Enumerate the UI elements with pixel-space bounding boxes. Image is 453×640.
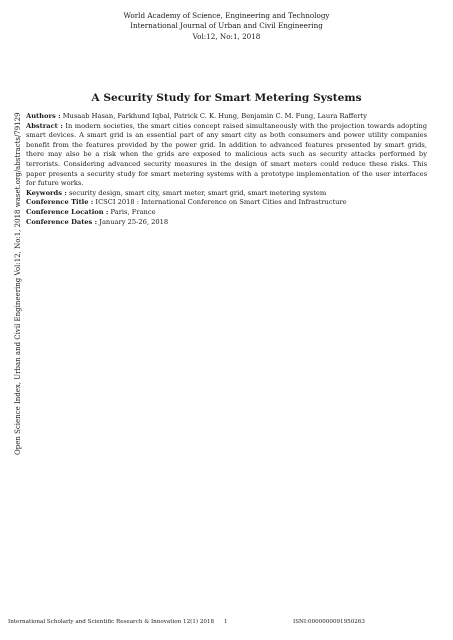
conference-title-line [26, 198, 427, 208]
authors-value: Musaab Hasan, Farkhund Iqbal, Patrick C. K. Hung, Benjamin C. M. Fung, Laura Rafferty [62, 112, 368, 120]
journal-header [0, 11, 453, 42]
conference-location-value: Paris, France [110, 207, 156, 216]
paper-title: A Security Study for Smart Metering Systems [91, 92, 362, 104]
footer-isni: ISNI:0000000091950263 [293, 619, 365, 625]
keywords-value: security design, smart city, smart meter, smart grid, smart metering system [68, 188, 327, 197]
authors-label: Authors : [26, 112, 61, 120]
authors-line [26, 112, 427, 122]
conference-title-label: Conference Title : [26, 198, 94, 207]
abstract-text: In modern societies, the smart cities concept raised simultaneously with the projection towards adopting smart devices. A smart grid is an essential part of any smart city as both consumers and power utility companies benefit from the features provided by the power grid. In addition to advanced features presented by smart grids, there may also be a risk when the grids are exposed to malicious acts such as security attacks performed by terrorists. Considering advanced security measures in the design of smart meters could reduce these risks. This paper presents a security study for smart metering systems with a prototype implementation of the user interfaces for future works. [26, 121, 427, 188]
abstract-label: Abstract : [26, 121, 63, 130]
footer-page-number: 1 [224, 619, 228, 625]
conference-location-line [26, 208, 427, 218]
publisher-name: World Academy of Science, Engineering and Technology [123, 11, 330, 20]
volume-info: Vol:12, No:1, 2018 [192, 31, 261, 41]
keywords-label: Keywords : [26, 188, 67, 197]
journal-name: International Journal of Urban and Civil Engineering [130, 21, 323, 31]
conference-location-label: Conference Location : [26, 207, 109, 216]
conference-dates-line [26, 218, 427, 228]
paper-metadata [26, 112, 427, 227]
conference-dates-value: January 25-26, 2018 [99, 217, 169, 226]
keywords-line [26, 189, 427, 199]
conference-title-value: ICSCI 2018 : International Conference on Smart Cities and Infrastructure [95, 198, 347, 207]
vertical-index-note: Open Science Index, Urban and Civil Engineering Vol:12, No:1, 2018 waset.org/abstracts/79129 [14, 112, 22, 455]
abstract-paragraph [26, 122, 427, 189]
conference-dates-label: Conference Dates : [26, 217, 98, 226]
footer-publisher: International Scholarly and Scientific Research & Innovation 12(1) 2018 [8, 619, 215, 625]
